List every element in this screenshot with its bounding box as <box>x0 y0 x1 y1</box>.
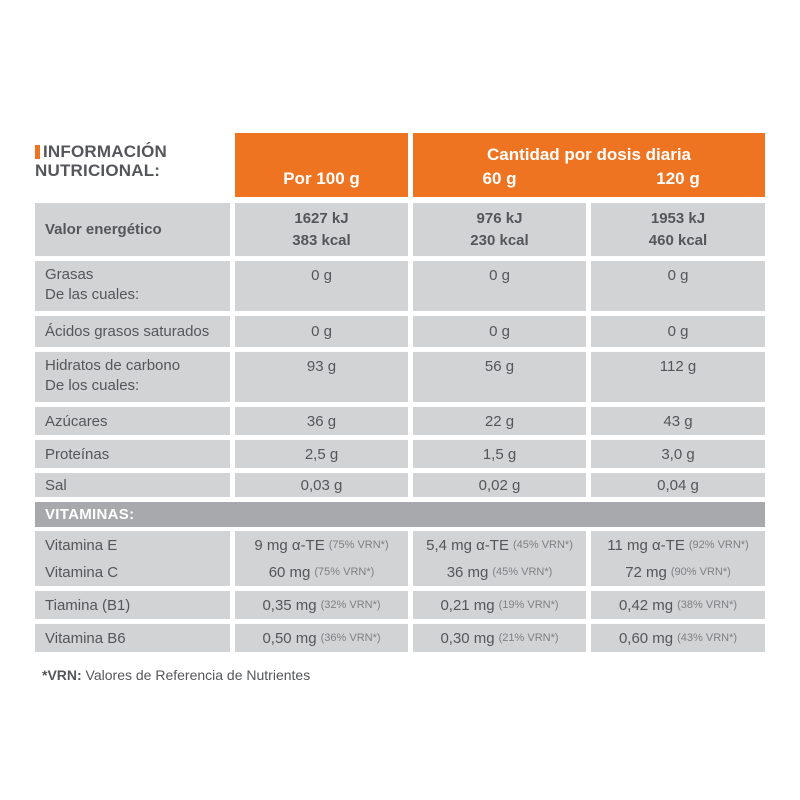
salt-dose120-cell: 0,04 g <box>591 473 765 497</box>
table-row-carbohydrates <box>35 352 765 402</box>
sugars-dose60-cell: 22 g <box>413 407 586 435</box>
vitamin-c-dose120-pct: (90% VRN*) <box>670 566 731 578</box>
sugars-per100-cell: 36 g <box>235 407 408 435</box>
vitamin-c-dose60-value: 36 mg <box>446 563 489 581</box>
table-row-vitamin-e-c <box>35 531 765 586</box>
thiamine-dose60-value: 0,21 mg <box>440 596 495 614</box>
thiamine-dose60-pct: (19% VRN*) <box>498 599 559 611</box>
title-text-1: INFORMACIÓN <box>43 142 168 161</box>
thiamine-dose120-pct: (38% VRN*) <box>677 599 738 611</box>
energy-dose120-kj: 1953 kJ <box>650 209 706 227</box>
row-label-vitamin-e: Vitamina E <box>45 536 118 554</box>
vitamin-e-dose120-value: 11 mg α-TE <box>607 536 685 554</box>
vitamin-c-dose60 <box>413 559 586 586</box>
column-header-60g: 60 g <box>482 169 517 188</box>
thiamine-dose120-value: 0,42 mg <box>618 596 674 614</box>
row-label-sugars: Azúcares <box>35 407 230 435</box>
vitamin-e-c-labels <box>35 531 230 586</box>
saturated-dose60-cell: 0 g <box>413 316 586 347</box>
saturated-per100-cell: 0 g <box>235 316 408 347</box>
vitamin-c-per100 <box>235 559 408 586</box>
fats-dose60-cell: 0 g <box>413 261 586 311</box>
vitamin-b6-per100-cell <box>235 624 408 652</box>
vitamin-b6-dose60-value: 0,30 mg <box>440 629 495 647</box>
footnote-text: Valores de Referencia de Nutrientes <box>81 667 311 683</box>
footnote-abbrev: *VRN: <box>42 667 82 683</box>
row-label-vitamin-b6: Vitamina B6 <box>35 624 230 652</box>
fats-dose120-cell: 0 g <box>591 261 765 311</box>
row-label-vitamin-c: Vitamina C <box>45 563 119 581</box>
vitamin-b6-dose60-pct: (21% VRN*) <box>498 632 559 644</box>
energy-per100-cell <box>235 203 408 256</box>
row-label-salt: Sal <box>35 473 230 497</box>
vitamin-c-per100-pct: (75% VRN*) <box>314 566 375 578</box>
vitamin-e-dose120-pct: (92% VRN*) <box>688 539 749 551</box>
vitamin-c-dose60-pct: (45% VRN*) <box>492 566 553 578</box>
vitamin-e-dose60 <box>413 532 586 559</box>
vitamins-section-header: VITAMINAS: <box>35 502 765 527</box>
column-header-per-100g: Por 100 g <box>235 133 408 197</box>
vitamin-c-per100-value: 60 mg <box>268 563 311 581</box>
vitamin-c-dose120 <box>591 559 765 586</box>
nutrition-table <box>35 133 765 683</box>
vitamin-e-c-dose120-cell <box>591 531 765 586</box>
row-label-saturated-fats: Ácidos grasos saturados <box>35 316 230 347</box>
row-label-proteins: Proteínas <box>35 440 230 468</box>
proteins-dose120-cell: 3,0 g <box>591 440 765 468</box>
thiamine-per100-pct: (32% VRN*) <box>320 599 381 611</box>
carbs-per100-cell: 93 g <box>235 352 408 402</box>
vitamin-e-dose120 <box>591 532 765 559</box>
sugars-dose120-cell: 43 g <box>591 407 765 435</box>
proteins-dose60-cell: 1,5 g <box>413 440 586 468</box>
thiamine-per100-cell <box>235 591 408 619</box>
table-header-row <box>35 133 765 197</box>
vitamin-b6-dose60-cell <box>413 624 586 652</box>
daily-dose-title: Cantidad por dosis diaria <box>486 145 692 164</box>
daily-dose-subcolumns <box>413 169 765 189</box>
vitamin-e-per100 <box>235 532 408 559</box>
table-row-vitamin-b6 <box>35 624 765 652</box>
energy-per100-kj: 1627 kJ <box>294 209 349 227</box>
title-text-2: NUTRICIONAL: <box>35 161 161 180</box>
vitamin-b6-dose120-value: 0,60 mg <box>618 629 674 647</box>
vitamin-e-dose60-pct: (45% VRN*) <box>512 539 573 551</box>
vitamin-e-c-per100-cell <box>235 531 408 586</box>
row-label-carbohydrates <box>35 352 230 402</box>
table-row-sugars <box>35 407 765 435</box>
table-row-proteins <box>35 440 765 468</box>
footnote <box>35 667 765 683</box>
thiamine-dose120-cell <box>591 591 765 619</box>
fats-label-line2: De las cuales: <box>45 286 140 303</box>
vitamin-c-dose120-value: 72 mg <box>625 563 667 581</box>
row-label-fats <box>35 261 230 311</box>
carbs-label-line2: De los cuales: <box>45 377 140 394</box>
table-title <box>35 133 230 197</box>
energy-dose60-kcal: 230 kcal <box>470 231 529 249</box>
vitamin-b6-per100-pct: (36% VRN*) <box>320 632 381 644</box>
table-row-thiamine <box>35 591 765 619</box>
fats-per100-cell: 0 g <box>235 261 408 311</box>
table-title-line1 <box>35 142 167 161</box>
vitamin-e-c-dose60-cell <box>413 531 586 586</box>
energy-per100-kcal: 383 kcal <box>292 231 351 249</box>
thiamine-dose60-cell <box>413 591 586 619</box>
column-header-120g: 120 g <box>656 169 700 188</box>
row-label-thiamine: Tiamina (B1) <box>35 591 230 619</box>
saturated-dose120-cell: 0 g <box>591 316 765 347</box>
salt-dose60-cell: 0,02 g <box>413 473 586 497</box>
energy-dose60-cell <box>413 203 586 256</box>
carbs-label-line1: Hidratos de carbono <box>45 357 181 374</box>
vitamin-b6-dose120-pct: (43% VRN*) <box>677 632 738 644</box>
table-row-fats <box>35 261 765 311</box>
vitamin-b6-per100-value: 0,50 mg <box>262 629 317 647</box>
table-row-salt <box>35 473 765 497</box>
column-header-daily-dose <box>413 133 765 197</box>
energy-dose60-kj: 976 kJ <box>476 209 523 227</box>
carbs-dose120-cell: 112 g <box>591 352 765 402</box>
fats-label-line1: Grasas <box>45 266 94 283</box>
vitamin-e-dose60-value: 5,4 mg α-TE <box>426 536 509 554</box>
vitamin-e-per100-value: 9 mg α-TE <box>254 536 325 554</box>
salt-per100-cell: 0,03 g <box>235 473 408 497</box>
vitamin-e-per100-pct: (75% VRN*) <box>328 539 389 551</box>
vitamin-b6-dose120-cell <box>591 624 765 652</box>
table-row-energy <box>35 203 765 256</box>
accent-bar-icon <box>35 145 40 159</box>
proteins-per100-cell: 2,5 g <box>235 440 408 468</box>
thiamine-per100-value: 0,35 mg <box>262 596 317 614</box>
energy-dose120-cell <box>591 203 765 256</box>
table-row-saturated-fats <box>35 316 765 347</box>
energy-dose120-kcal: 460 kcal <box>648 231 708 249</box>
carbs-dose60-cell: 56 g <box>413 352 586 402</box>
row-label-energy: Valor energético <box>35 203 230 256</box>
